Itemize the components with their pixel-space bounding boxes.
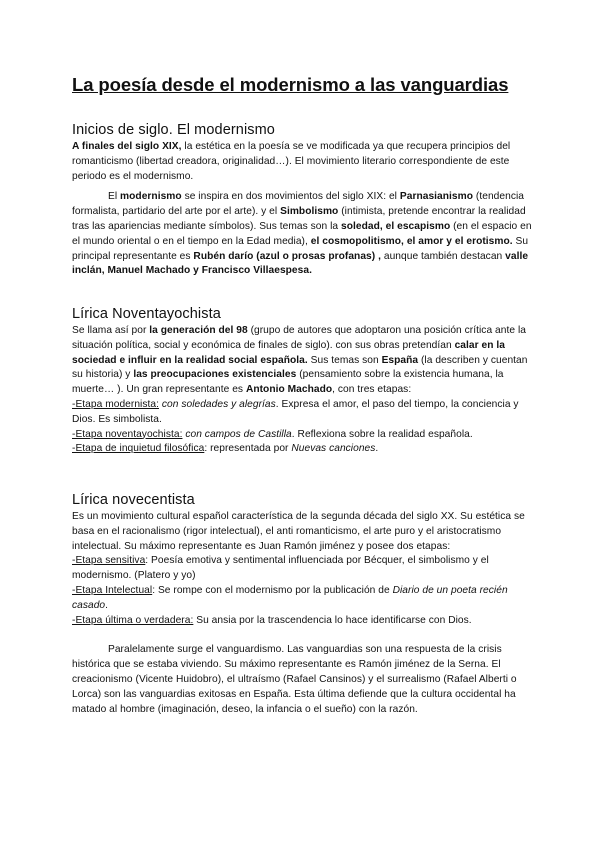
text: aunque también destacan [380, 250, 506, 262]
etapa-label: -Etapa modernista: [72, 398, 159, 410]
etapa-label: -Etapa noventayochista: [72, 428, 183, 440]
section-modernismo [72, 122, 534, 279]
etapa-item [72, 614, 534, 629]
text: (grupo de autores que adoptaron una posición crítica ante la situación política, social y económica de finales de siglo). con sus obras pretendían [72, 325, 526, 351]
text: . Expresa el amor, el paso del tiempo, la conciencia y Dios. Es simbolista. [72, 398, 519, 425]
text: la estética en la poesía se ve modificada ya que recupera principios del romanticismo (libertad creadora, originalidad…). El movimiento literario correspondiente de este periodo es el modernismo. [72, 141, 511, 182]
paragraph [72, 190, 534, 279]
bold-text: el cosmopolitismo, el amor y el erotismo. [310, 235, 513, 247]
text: . Reflexiona sobre la realidad española. [291, 428, 473, 440]
text: : representada por [204, 443, 292, 455]
etapa-label: -Etapa última o verdadera: [72, 614, 194, 626]
bold-text: la generación del 98 [149, 325, 248, 336]
etapa-item [72, 398, 534, 428]
text: (la describen y cuentan su historia) y [72, 354, 528, 381]
paragraph [72, 140, 534, 184]
text: Su principal representante es [72, 235, 529, 262]
work-title: Nuevas canciones [291, 443, 376, 455]
page-title: La poesía desde el modernismo a las vanguardias [72, 74, 509, 95]
text: Su ansia por la trascendencia lo hace identificarse con Dios. [193, 614, 472, 626]
etapa-item [72, 442, 534, 457]
text: . [375, 443, 379, 455]
bold-text: Antonio Machado [245, 384, 333, 396]
paragraph [72, 324, 534, 398]
text: Sus temas son [307, 354, 382, 366]
bold-text: soledad, el escapismo [341, 220, 451, 232]
text: (en el espacio en el mundo oriental o en el tiempo en la Edad media), [72, 220, 532, 247]
etapa-label: -Etapa Intelectual [72, 584, 153, 596]
bold-text: calar en la sociedad e influir en la realidad social española. [72, 339, 505, 366]
section-heading: Inicios de siglo. El modernismo [72, 122, 275, 138]
etapa-label: -Etapa sensitiva [72, 555, 146, 567]
etapa-item [72, 584, 534, 614]
text: . [105, 599, 109, 611]
text: (intimista, pretende encontrar la realidad tras las apariencias mediante símbolos). Sus temas son la [72, 206, 526, 232]
bold-text: Parnasianismo [399, 191, 474, 203]
bold-text: las preocupaciones existenciales [133, 369, 297, 381]
section-noventayochista [72, 306, 534, 457]
section-heading: Lírica Noventayochista [72, 306, 221, 322]
work-title: con soledades y alegrías [161, 398, 276, 410]
work-title: con campos de Castilla [185, 428, 292, 440]
paragraph: Es un movimiento cultural español característica de la segunda década del siglo XX. Su estética se basa en el racionalismo (rigor intelectual), el anti romanticismo, el arte puro y el aristocratismo intelectual. Su máximo representante es Juan Ramón jiménez y posee dos etapas: [72, 511, 525, 552]
bold-text: modernismo [120, 191, 182, 203]
paragraph-vanguardismo: Paralelamente surge el vanguardismo. Las vanguardias son una respuesta de la crisis histórica que se estaba viviendo. Su máximo representante es Ramón jiménez de la Serna. El creacionismo (Vicente Huidobro), el ultraísmo (Rafael Cansinos) y el surrealismo (Rafael Alberti o Lorca) son las vanguardias exitosas en España. Esta última defiende que la cultura occidental ha matado al hombre (imaginación, deseo, la infancia o el sueño) con la razón. [72, 644, 517, 715]
bold-text: valle inclán, Manuel Machado y Francisco Villaespesa. [72, 250, 529, 277]
text: : Poesía emotiva y sentimental influenciada por Bécquer, el simbolismo y el modernismo. (Platero y yo) [72, 555, 489, 582]
text: El [108, 191, 121, 203]
text: (tendencia formalista, partidario del arte por el arte). y el [72, 191, 524, 218]
text: : Se rompe con el modernismo por la publicación de [152, 584, 393, 596]
etapa-item [72, 554, 534, 584]
work-title: Diario de un poeta recién casado [72, 584, 508, 611]
bold-text: A finales del siglo XIX, [72, 141, 182, 152]
section-heading: Lírica novecentista [72, 492, 195, 508]
text: , con tres etapas: [332, 384, 412, 396]
text: se inspira en dos movimientos del siglo XIX: el [181, 191, 400, 203]
etapa-label: -Etapa de inquietud filosófica [72, 443, 205, 455]
text: Se llama así por [72, 325, 150, 336]
section-novecentista [72, 492, 534, 717]
bold-text: España [381, 354, 419, 366]
bold-text: Rubén darío (azul o prosas profanas) , [193, 250, 381, 262]
bold-text: Simbolismo [280, 206, 339, 218]
etapa-item [72, 428, 534, 443]
text: (pensamiento sobre la existencia humana, la muerte… ). Un gran representante es [72, 369, 504, 396]
